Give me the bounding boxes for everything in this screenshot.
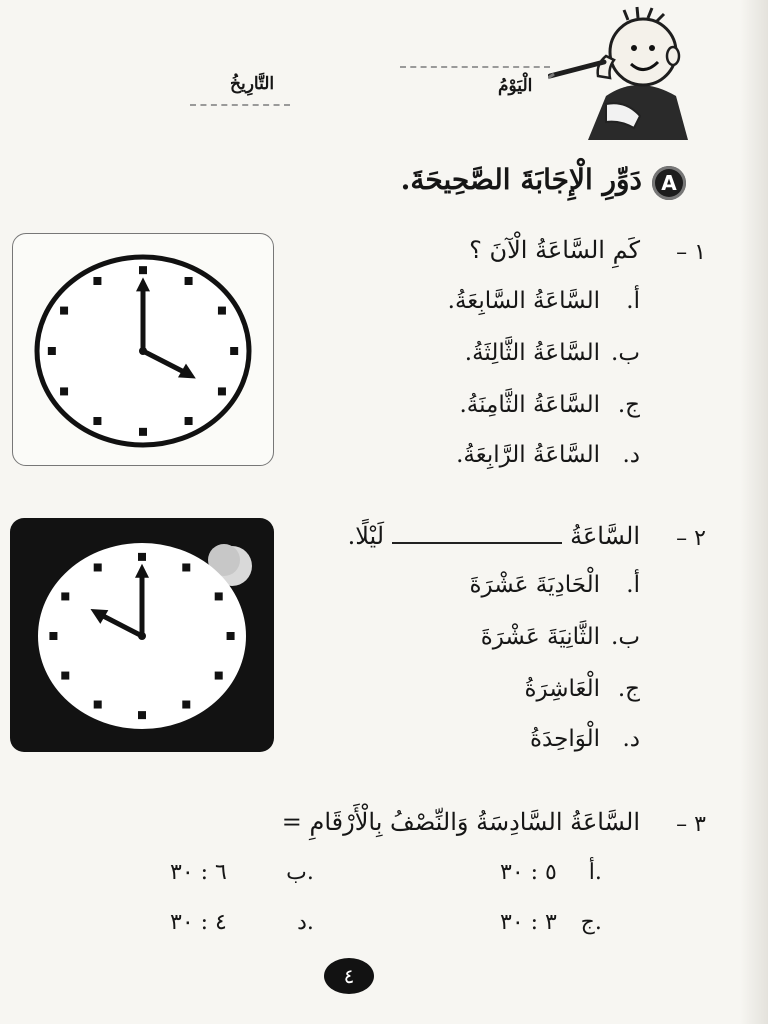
hour-marker (215, 592, 223, 600)
q2-option-a[interactable] (469, 572, 640, 598)
option-letter: ب. (286, 860, 314, 885)
hour-marker (94, 563, 102, 571)
q1-number: ١ – (676, 240, 706, 265)
q1-text: كَمِ السَّاعَةُ الْآنَ ؟ (469, 236, 640, 264)
q2-option-c[interactable] (524, 676, 640, 702)
option-value: ٤ : ٣٠ (170, 910, 227, 935)
hour-marker (61, 592, 69, 600)
q3-text: السَّاعَةُ السَّادِسَةُ وَالنِّصْفُ بِالْأَرْقَامِ = (281, 808, 640, 836)
clock-1-frame (12, 233, 274, 466)
option-text: السَّاعَةُ الثَّالِثَةُ. (464, 340, 600, 366)
q3-number: ٣ – (676, 812, 706, 837)
option-text: الْوَاحِدَةُ (529, 726, 600, 752)
hour-marker (182, 563, 190, 571)
q2-text (348, 522, 640, 550)
hour-marker (227, 632, 235, 640)
boy-illustration (548, 4, 698, 144)
q2-text-after: لَيْلًا. (347, 522, 385, 550)
hour-marker (218, 307, 226, 315)
clock-2-frame (10, 518, 274, 752)
q3-option-c[interactable] (500, 910, 602, 935)
section-title: دَوِّرِ الْإِجَابَةَ الصَّحِيحَةَ. (400, 163, 642, 196)
page-number: ٤ (324, 958, 374, 994)
clock-center (139, 347, 147, 355)
q3-option-b[interactable] (170, 860, 314, 885)
option-value: ٣ : ٣٠ (500, 910, 557, 935)
hour-marker (61, 672, 69, 680)
q1-option-d[interactable] (456, 442, 640, 468)
hour-marker (138, 553, 146, 561)
option-letter: ج. (617, 392, 640, 418)
option-value: ٦ : ٣٠ (170, 860, 227, 885)
answer-blank[interactable] (392, 542, 562, 544)
hour-marker (138, 711, 146, 719)
hour-marker (230, 347, 238, 355)
option-text: السَّاعَةُ السَّابِعَةُ. (447, 288, 600, 314)
q2-option-b[interactable] (481, 624, 640, 650)
option-letter: ج. (580, 910, 602, 935)
option-letter: ب. (611, 340, 640, 366)
option-letter: أ. (626, 572, 640, 598)
option-text: الثَّانِيَةَ عَشْرَةَ (480, 624, 600, 650)
hour-marker (48, 347, 56, 355)
option-letter: د. (622, 726, 640, 752)
hour-marker (139, 428, 147, 436)
option-text: الْعَاشِرَةُ (524, 676, 600, 702)
q3-option-d[interactable] (170, 910, 314, 935)
clock-1-icon (13, 234, 273, 465)
hour-marker (182, 701, 190, 709)
hour-marker (215, 672, 223, 680)
q2-text-before: السَّاعَةُ (570, 522, 640, 550)
option-text: السَّاعَةُ الرَّابِعَةُ. (456, 442, 600, 468)
section-badge: A (652, 166, 686, 200)
hour-marker (93, 417, 101, 425)
option-letter: أ. (626, 288, 640, 314)
option-letter: د. (297, 910, 314, 935)
q2-option-d[interactable] (530, 726, 640, 752)
hour-marker (139, 266, 147, 274)
hour-marker (60, 307, 68, 315)
day-line (400, 66, 550, 68)
hour-marker (93, 277, 101, 285)
hour-marker (49, 632, 57, 640)
clock-2-icon (10, 518, 274, 752)
q1-option-b[interactable] (465, 340, 640, 366)
option-text: السَّاعَةُ الثَّامِنَةُ. (459, 392, 600, 418)
day-label: الْيَوْمُ (498, 76, 533, 96)
hour-marker (60, 387, 68, 395)
clock-center (138, 632, 146, 640)
option-letter: د. (622, 442, 640, 468)
q3-option-a[interactable] (500, 860, 602, 885)
hour-marker (218, 387, 226, 395)
date-label: التَّارِيخُ (230, 74, 275, 94)
option-letter: ج. (617, 676, 640, 702)
hour-marker (94, 701, 102, 709)
hour-marker (185, 277, 193, 285)
q1-option-c[interactable] (459, 392, 640, 418)
q2-number: ٢ – (676, 526, 706, 551)
option-value: ٥ : ٣٠ (500, 860, 557, 885)
hour-marker (185, 417, 193, 425)
option-letter: ب. (611, 624, 640, 650)
option-letter: أ. (588, 860, 602, 885)
date-line (190, 104, 290, 106)
option-text: الْحَادِيَةَ عَشْرَةَ (469, 572, 600, 598)
q1-option-a[interactable] (448, 288, 640, 314)
page-edge (740, 0, 768, 1024)
